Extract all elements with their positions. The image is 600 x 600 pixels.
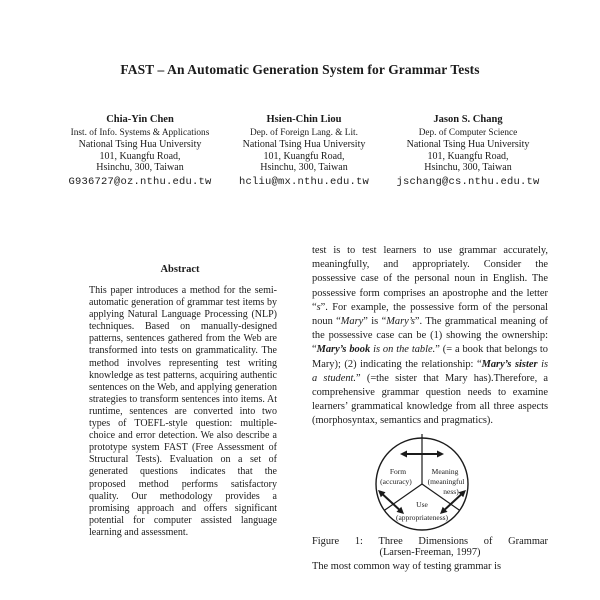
body-paragraph: test is to test learners to use grammar accurately, meaningfully, and appropriately. Consider the possessive case of the personal noun in English. The possessive form comprises an apostrophe and the letter “s”. For example, the possessive form of the personal noun “Mary” is “Mary’s”. The grammatical meaning of the possessive case can be (1) showing the ownership: “Mary’s book is on the table.” (= a book that belongs to Mary); (2) indicating the relationship: “Mary’s sister is a student.” (=the sister that Mary has).Therefore, a comprehensive grammar question needs to examine learners’ grammatical knowledge from all three aspects (morphosyntax, semantics and pragmatics). (312, 245, 549, 427)
figure-caption-line1: Figure 1: Three Dimensions of Grammar (312, 535, 548, 547)
author-university: National Tsing Hua University (406, 139, 530, 150)
abstract-paragraph: This paper introduces a method for the semi-automatic generation of grammar test items by applying Natural Language Processing (NLP) techniques. Based on manually-designed patterns, sentences gathered from the Web are transformed into tests on grammaticality. The method involves representing test writing knowledge as test patterns, acquiring authentic sentences on the Web, and applying generation strategies to transform sentences into items. At runtime, sentences are converted into two types of TOEFL-style question: multiple-choice and error detection. We also describe a prototype system FAST (Free Assessment of Structural Tests). Evaluation on a set of generated questions indicates that the proposed method performs satisfactory quality. Our methodology provides a promising approach and offers significant potential for computer assisted language learning and assessment. (89, 285, 277, 538)
author-university: National Tsing Hua University (242, 139, 366, 150)
figure-label-meaning-sub2: ness) (443, 486, 459, 496)
author-block-3 (386, 114, 550, 188)
figure-label-form: Form (389, 466, 407, 476)
author-address-line2: Hsinchu, 300, Taiwan (260, 162, 348, 173)
author-name: Chia-Yin Chen (106, 114, 174, 125)
right-column (312, 243, 548, 574)
author-affiliation: Inst. of Info. Systems & Applications (70, 127, 210, 138)
figure-label-form-sub: (accuracy) (380, 476, 412, 486)
author-block-row (58, 114, 550, 188)
left-column (62, 243, 298, 574)
author-email: hcliu@mx.nthu.edu.tw (238, 175, 370, 188)
figure-label-use: Use (416, 499, 428, 509)
abstract-heading: Abstract (160, 264, 200, 275)
body-paragraph-continuation: The most common way of testing grammar is (312, 560, 502, 572)
author-block-1 (58, 114, 222, 188)
two-column-body (62, 243, 548, 574)
author-affiliation: Dep. of Foreign Lang. & Lit. (250, 127, 358, 138)
author-block-2 (222, 114, 386, 188)
author-name: Jason S. Chang (433, 114, 503, 125)
author-address-line1: 101, Kuangfu Road, (263, 150, 345, 162)
author-university: National Tsing Hua University (78, 139, 202, 150)
author-address-line1: 101, Kuangfu Road, (99, 150, 181, 162)
author-name: Hsien-Chin Liou (266, 114, 342, 125)
page-title: FAST – An Automatic Generation System for Grammar Tests (120, 62, 480, 77)
three-dimensions-diagram (312, 434, 548, 534)
figure-label-meaning: Meaning (431, 466, 459, 476)
figure-caption-line2: (Larsen-Freeman, 1997) (379, 546, 481, 558)
figure-1 (312, 434, 548, 558)
author-affiliation: Dep. of Computer Science (418, 127, 518, 138)
double-arrow-icon-lower-left (378, 490, 404, 514)
author-email: G936727@oz.nthu.edu.tw (68, 175, 212, 188)
figure-label-meaning-sub1: (meaningful (427, 476, 465, 486)
author-address-line2: Hsinchu, 300, Taiwan (424, 162, 512, 173)
figure-label-use-sub: (appropriateness) (395, 512, 449, 522)
author-address-line2: Hsinchu, 300, Taiwan (96, 162, 184, 173)
author-address-line1: 101, Kuangfu Road, (427, 150, 509, 162)
author-email: jschang@cs.nthu.edu.tw (396, 175, 540, 188)
